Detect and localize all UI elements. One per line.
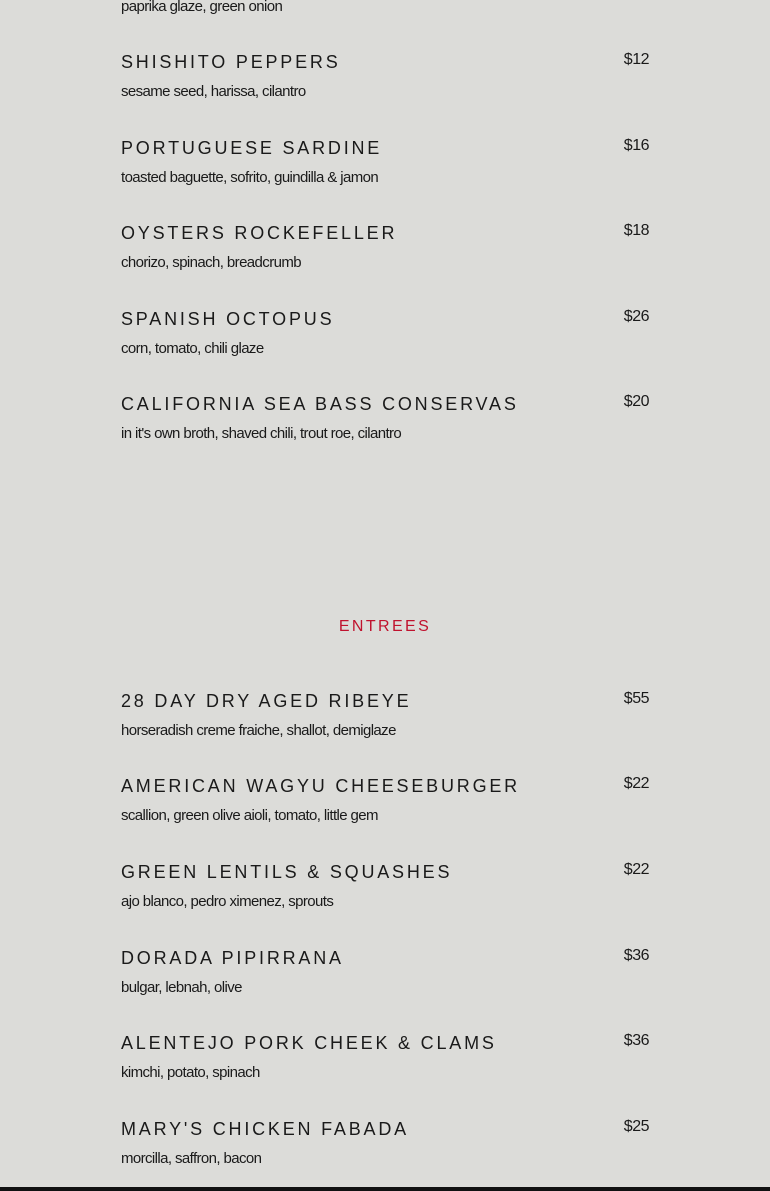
item-name: PORTUGUESE SARDINE xyxy=(121,138,383,158)
item-description: bulgar, lebnah, olive xyxy=(121,979,242,996)
item-name: SHISHITO PEPPERS xyxy=(121,52,341,72)
bottom-divider xyxy=(0,1187,770,1191)
item-description: kimchi, potato, spinach xyxy=(121,1064,260,1081)
menu-item-dorada-pipirrana xyxy=(121,947,649,1007)
item-price: $18 xyxy=(623,222,649,239)
item-description-partial: paprika glaze, green onion xyxy=(121,0,283,15)
item-name: CALIFORNIA SEA BASS CONSERVAS xyxy=(121,394,519,414)
item-price: $22 xyxy=(623,775,649,792)
item-description: sesame seed, harissa, cilantro xyxy=(121,83,306,100)
menu-item-spanish-octopus xyxy=(121,308,649,368)
item-price: $26 xyxy=(623,308,649,325)
item-description: scallion, green olive aioli, tomato, little gem xyxy=(121,807,378,824)
item-price: $55 xyxy=(623,690,649,707)
item-description: horseradish creme fraiche, shallot, demiglaze xyxy=(121,722,396,739)
menu-item-dry-aged-ribeye xyxy=(121,690,649,750)
item-description: in it's own broth, shaved chili, trout roe, cilantro xyxy=(121,425,402,442)
menu-item-oysters-rockefeller xyxy=(121,222,649,282)
menu-item-marys-chicken-fabada xyxy=(121,1118,649,1178)
item-description: corn, tomato, chili glaze xyxy=(121,340,264,357)
menu-item-portuguese-sardine xyxy=(121,137,649,197)
item-price: $36 xyxy=(623,1032,649,1049)
item-name: ALENTEJO PORK CHEEK & CLAMS xyxy=(121,1033,497,1053)
item-name: AMERICAN WAGYU CHEESEBURGER xyxy=(121,776,520,796)
item-price: $22 xyxy=(623,861,649,878)
item-name: DORADA PIPIRRANA xyxy=(121,948,344,968)
item-description: toasted baguette, sofrito, guindilla & jamon xyxy=(121,169,379,186)
menu-item-alentejo-pork-cheek-clams xyxy=(121,1032,649,1092)
item-price: $36 xyxy=(623,947,649,964)
item-description: morcilla, saffron, bacon xyxy=(121,1150,262,1167)
item-price: $20 xyxy=(623,393,649,410)
item-name: GREEN LENTILS & SQUASHES xyxy=(121,862,453,882)
item-name: MARY'S CHICKEN FABADA xyxy=(121,1119,409,1139)
item-description: ajo blanco, pedro ximenez, sprouts xyxy=(121,893,334,910)
item-price: $12 xyxy=(623,51,649,68)
menu-item-wagyu-cheeseburger xyxy=(121,775,649,835)
menu-item-green-lentils-squashes xyxy=(121,861,649,921)
menu-item-california-sea-bass-conservas xyxy=(121,393,649,453)
section-title-entrees: ENTREES xyxy=(338,618,432,635)
item-name: SPANISH OCTOPUS xyxy=(121,309,335,329)
item-description: chorizo, spinach, breadcrumb xyxy=(121,254,301,271)
item-price: $25 xyxy=(623,1118,649,1135)
item-price: $16 xyxy=(623,137,649,154)
item-name: OYSTERS ROCKEFELLER xyxy=(121,223,398,243)
item-name: 28 DAY DRY AGED RIBEYE xyxy=(121,691,412,711)
menu-item-shishito-peppers xyxy=(121,51,649,111)
